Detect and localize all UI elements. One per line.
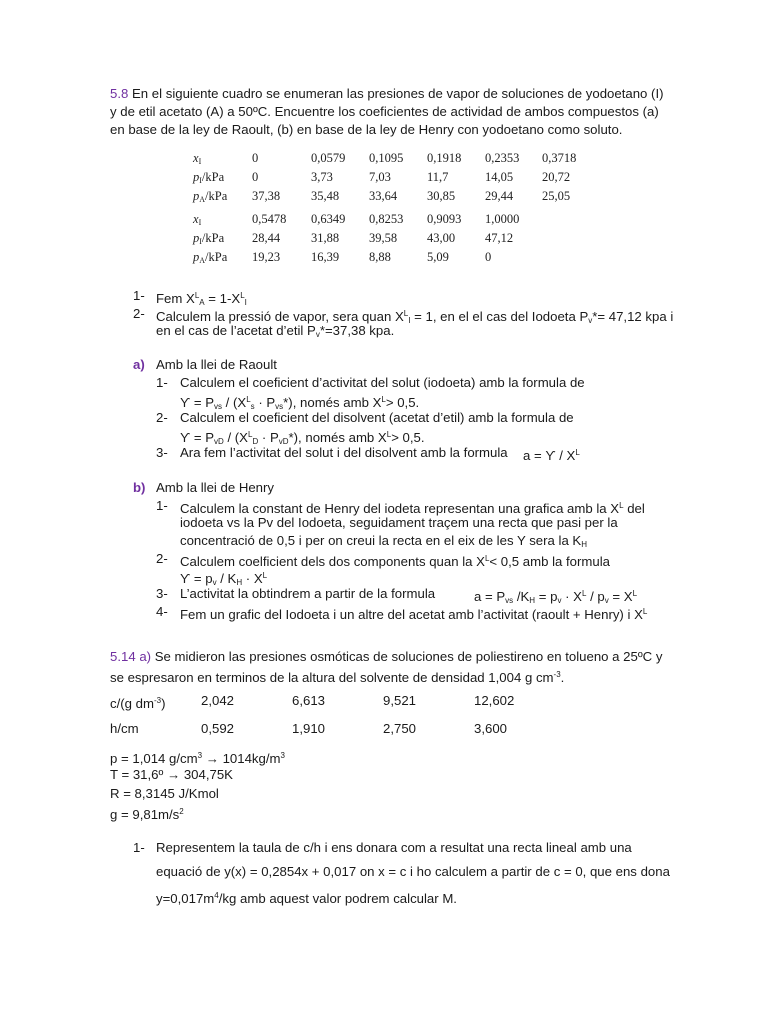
table-1-cell: 37,38 (252, 189, 281, 203)
table-2-cell: 0,6349 (311, 212, 346, 226)
table-2-cell: 28,44 (252, 231, 281, 245)
table-2-cell: 8,88 (369, 250, 391, 264)
table-2-row-label: $p_A$/kPa (193, 250, 228, 265)
table-1-cell: 0,0579 (311, 151, 346, 165)
table-1-cell: 35,48 (311, 189, 340, 203)
problem-5-8-line-2: y de etil acetato (A) a 50ºC. Encuentre los coeficientes de actividad de ambos compuestos (a) (110, 104, 659, 119)
table-1-cell: 0,1918 (427, 151, 462, 165)
part-a-letter: a) (133, 357, 145, 372)
table-2-cell: 0,8253 (369, 212, 404, 226)
problem-5-14-line-1: 5.14 a) Se midieron las presiones osmóticas de soluciones de poliestireno en tolueno a 25ºC y (110, 649, 663, 664)
osmotic-step-1-number: 1- (133, 840, 145, 855)
h-value-3: 2,750 (383, 721, 417, 736)
table-1-cell: 29,44 (485, 189, 514, 203)
table-1-row-label: $x_I$ (193, 151, 202, 166)
henry-step-1-number: 1- (156, 498, 168, 513)
henry-step-1-line-1: Calculem la constant de Henry del iodeta representan una grafica amb la $X^L$ del (180, 501, 645, 516)
step-1-number: 1- (133, 288, 145, 303)
table-1-cell: 0,3718 (542, 151, 577, 165)
density-line: p = 1,014 $g/cm^3 \to 1014kg/m^3$ (110, 751, 285, 766)
c-value-2: 6,613 (292, 693, 326, 708)
part-b-title: Amb la llei de Henry (156, 480, 275, 495)
raoult-step-2-number: 2- (156, 410, 168, 425)
table-1-cell: 11,7 (427, 170, 449, 184)
table-1-cell: 0 (252, 151, 259, 165)
henry-activity-formula: $a = P_{vs}$ $/K_H = p_v \cdot X^L / p_v = X^L$ (474, 589, 638, 605)
table-1-cell: 0,1095 (369, 151, 404, 165)
table-2-cell: 0,9093 (427, 212, 462, 226)
raoult-step-1-number: 1- (156, 375, 168, 390)
temperature-line: T = 31,6º → 304,75K (110, 767, 233, 782)
raoult-step-1-text: Calculem el coeficient d’activitat del solut (iodoeta) amb la formula de (180, 375, 585, 390)
table-1-cell: 33,64 (369, 189, 398, 203)
table-2-cell: 1,0000 (485, 212, 520, 226)
table-2-cell: 0,5478 (252, 212, 287, 226)
concentration-label: c/(g $dm^{-3}$) (110, 696, 166, 711)
part-a-title: Amb la llei de Raoult (156, 357, 277, 372)
raoult-step-1-formula: $ϒ = P_{vs} / (X^L_s \cdot P_{vs}*)$, només amb $X^L> 0,5$. (180, 395, 420, 411)
osmotic-step-1-line-1: Representem la taula de c/h i ens donara com a resultat una recta lineal amb una (156, 840, 632, 855)
h-value-4: 3,600 (474, 721, 508, 736)
table-1-row-label: $p_A$/kPa (193, 189, 228, 204)
statement-text: En el siguiente cuadro se enumeran las presiones de vapor de soluciones de yodoetano (I) (128, 86, 664, 101)
table-2-row-label: $x_I$ (193, 212, 202, 227)
table-1-cell: 30,85 (427, 189, 456, 203)
table-1-cell: 20,72 (542, 170, 571, 184)
table-1-cell: 25,05 (542, 189, 571, 203)
table-2-cell: 31,88 (311, 231, 340, 245)
problem-5-14-line-2: se espresaron en terminos de la altura del solvente de densidad 1,004 g $cm^{-3}$. (110, 670, 565, 685)
table-2-cell: 47,12 (485, 231, 514, 245)
table-1-cell: 0,2353 (485, 151, 520, 165)
table-2-cell: 0 (485, 250, 492, 264)
problem-5-8-line-3: en base de la ley de Raoult, (b) en base de la ley de Henry con yodoetano como soluto. (110, 122, 623, 137)
osmotic-step-1-line-3: $y=0,017m^4/kg$ amb aquest valor podrem calcular M. (156, 891, 457, 906)
problem-5-8-line-1 (110, 85, 664, 102)
table-1-row-label: $p_I$/kPa (193, 170, 225, 185)
raoult-step-3-number: 3- (156, 445, 168, 460)
c-value-4: 12,602 (474, 693, 515, 708)
osmotic-step-1-line-2: equació de y(x) = 0,2854x + 0,017 on x = c i ho calculem a partir de c = 0, que ens dona (156, 864, 670, 879)
henry-step-2-formula: $ϒ = p_v / K_H \cdot X^L$ (180, 571, 268, 587)
table-1-cell: 14,05 (485, 170, 514, 184)
henry-step-1-line-3: concentració de 0,5 i per on creui la recta en el eix de les Y sera la $K_H$ (180, 533, 588, 549)
table-1-cell: 7,03 (369, 170, 391, 184)
c-value-1: 2,042 (201, 693, 235, 708)
table-2-cell: 43,00 (427, 231, 456, 245)
step-1-text: Fem $X^L_A = 1-X^L_I$ (156, 291, 247, 307)
table-2-row-label: $p_I$/kPa (193, 231, 225, 246)
henry-step-3-text: L’activitat la obtindrem a partir de la formula (180, 586, 436, 601)
henry-step-4-number: 4- (156, 604, 168, 619)
raoult-step-3-text: Ara fem l’activitat del solut i del disolvent amb la formula (180, 445, 508, 460)
problem-number: 5.8 (110, 86, 129, 101)
step-2-text-line-1: Calculem la pressió de vapor, sera quan $X^L_I = 1$, en el el cas del Iodoeta $P_v*= 47,12$ kpa i (156, 309, 674, 325)
step-2-text-line-2: en el cas de l’acetat d’etil $P_v*=37,38$ kpa. (156, 323, 395, 339)
henry-step-2-text: Calculem coelficient dels dos components quan la $X^L< 0,5$ amb la formula (180, 554, 610, 569)
table-2-cell: 5,09 (427, 250, 449, 264)
h-value-1: 0,592 (201, 721, 235, 736)
c-value-3: 9,521 (383, 693, 417, 708)
table-2-cell: 19,23 (252, 250, 281, 264)
raoult-step-2-text: Calculem el coeficient del disolvent (acetat d’etil) amb la formula de (180, 410, 574, 425)
raoult-step-2-formula: $ϒ = P_{vD} / (X^L_D \cdot P_{vD}*)$, només amb $X^L> 0,5$. (180, 430, 425, 446)
activity-formula: $a = ϒ / X^L$ (523, 448, 580, 463)
henry-step-4-text: Fem un grafic del Iodoeta i un altre del acetat amb l’activitat (raoult + Henry) i $X^L$ (180, 607, 648, 622)
henry-step-1-line-2: iodoeta vs la Pv del Iodoeta, seguidament traçem una recta que pasi per la (180, 515, 618, 530)
step-2-number: 2- (133, 306, 145, 321)
table-2-cell: 16,39 (311, 250, 340, 264)
gas-constant-line: R = 8,3145 J/Kmol (110, 786, 219, 801)
table-2-cell: 39,58 (369, 231, 398, 245)
part-b-letter: b) (133, 480, 146, 495)
problem-number: 5.14 a) (110, 649, 152, 664)
henry-step-2-number: 2- (156, 551, 168, 566)
gravity-line: $g = 9,81m/s^2$ (110, 807, 184, 822)
height-label: h/cm (110, 721, 139, 736)
table-1-cell: 3,73 (311, 170, 333, 184)
h-value-2: 1,910 (292, 721, 326, 736)
henry-step-3-number: 3- (156, 586, 168, 601)
table-1-cell: 0 (252, 170, 259, 184)
